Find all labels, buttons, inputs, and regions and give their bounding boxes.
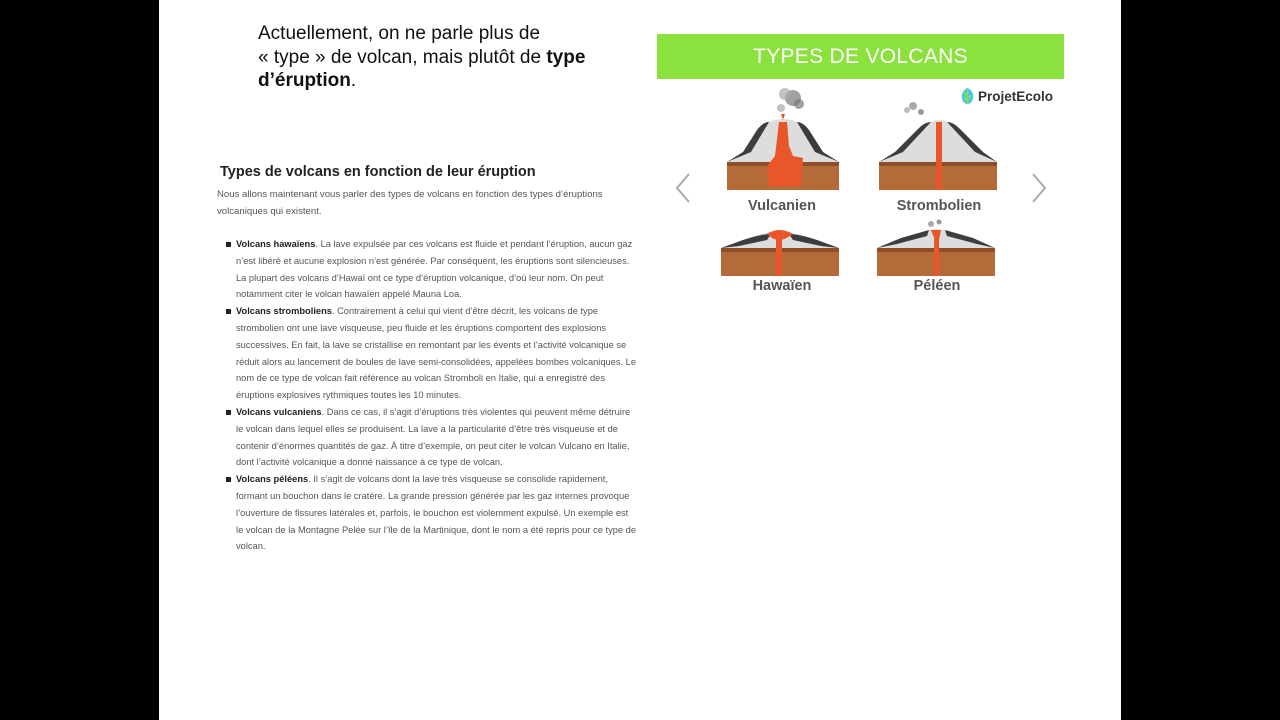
item-text: . Dans ce cas, il s’agit d’éruptions très violentes qui peuvent même détruire le volcan dans lequel elles se produisent. La lave a la particularité d’être très visqueuse et de contenir d’énormes quantités de gaz. À titre d’exemple, on peut citer le volcan Vulcano en Italie, dont l’activité volcanique a donné naissance à ce type de volcan.	[236, 406, 631, 468]
item-title: Volcans vulcaniens	[236, 406, 322, 417]
item-text: . Contrairement à celui qui vient d’être décrit, les volcans de type strombolien ont une lave visqueuse, peu fluide et les éruptions comportent des explosions successives. En fait, la lave se cristallise en remontant par les évents et l’activité volcanique se réduit alors au lancement de boules de lave semi-consolidées, appelées bombes volcaniques. Le nom de ce type de volcan fait référence au volcan Stromboli en Italie, qui a enregistré des éruptions explosives rythmiques toutes les 10 minutes.	[236, 306, 637, 401]
label-peleen: Péléen	[913, 278, 961, 294]
intro-line1: Actuellement, on ne parle plus de	[258, 23, 541, 44]
article-heading: Types de volcans en fonction de leur éruption	[220, 164, 536, 180]
logo-text: ProjetEcolo	[978, 88, 1054, 104]
article	[217, 164, 637, 555]
vulcanian-volcano-illustration	[723, 86, 843, 196]
item-text: . Il s’agit de volcans dont la lave très visqueuse se consolide rapidement, formant un bouchon dans le cratère. La grande pression générée par les gaz internes provoque l’ouverture de fissures latérales et, parfois, le bouchon est violemment expulsé. Un exemple est le volcan de la Montagne Pelée sur l’île de la Martinique, dont le nom a été repris pour ce type de volcan.	[236, 474, 637, 552]
strombolian-volcano-illustration	[879, 96, 999, 196]
volcano-list	[217, 236, 637, 555]
item-text: . La lave expulsée par ces volcans est fluide et pendant l’éruption, aucun gaz n’est libéré et aucune explosion n’est générée. Par conséquent, les éruptions sont silencieuses. La plupart des volcans d’Hawaï ont ce type d’éruption volcanique, d’où leur nom. On peut notamment citer le volcan hawaïen appelé Mauna Loa.	[236, 239, 633, 300]
list-item	[226, 471, 637, 555]
intro-period: .	[350, 70, 357, 91]
bullet-icon	[226, 477, 231, 482]
chevron-left-icon[interactable]	[671, 170, 695, 206]
page	[159, 0, 1121, 720]
list-item	[226, 404, 637, 471]
volcano-types-infographic	[657, 34, 1065, 304]
item-title: Volcans péléens	[236, 474, 309, 485]
bullet-icon	[226, 410, 231, 415]
intro-text	[258, 22, 638, 93]
chevron-right-icon[interactable]	[1027, 170, 1051, 206]
pelean-volcano-illustration	[877, 218, 997, 282]
label-hawaien: Hawaïen	[752, 278, 812, 294]
bullet-icon	[226, 309, 231, 314]
intro-line2: « type » de volcan, mais plutôt de	[258, 46, 547, 68]
label-vulcanien: Vulcanien	[748, 198, 816, 214]
list-item	[226, 236, 637, 303]
bullet-icon	[226, 242, 231, 247]
article-lead: Nous allons maintenant vous parler des types de volcans en fonction des types d’éruptions volcaniques qui existent.	[217, 189, 603, 217]
intro-bold-type: type	[546, 46, 586, 68]
item-title: Volcans hawaïens	[236, 239, 316, 249]
hawaiian-volcano-illustration	[721, 226, 841, 282]
list-item	[226, 303, 637, 404]
infographic-banner: TYPES DE VOLCANS	[657, 34, 1064, 79]
item-title: Volcans stromboliens	[236, 306, 332, 317]
label-strombolien: Strombolien	[896, 198, 982, 214]
intro-bold-eruption: d’éruption	[258, 70, 351, 91]
